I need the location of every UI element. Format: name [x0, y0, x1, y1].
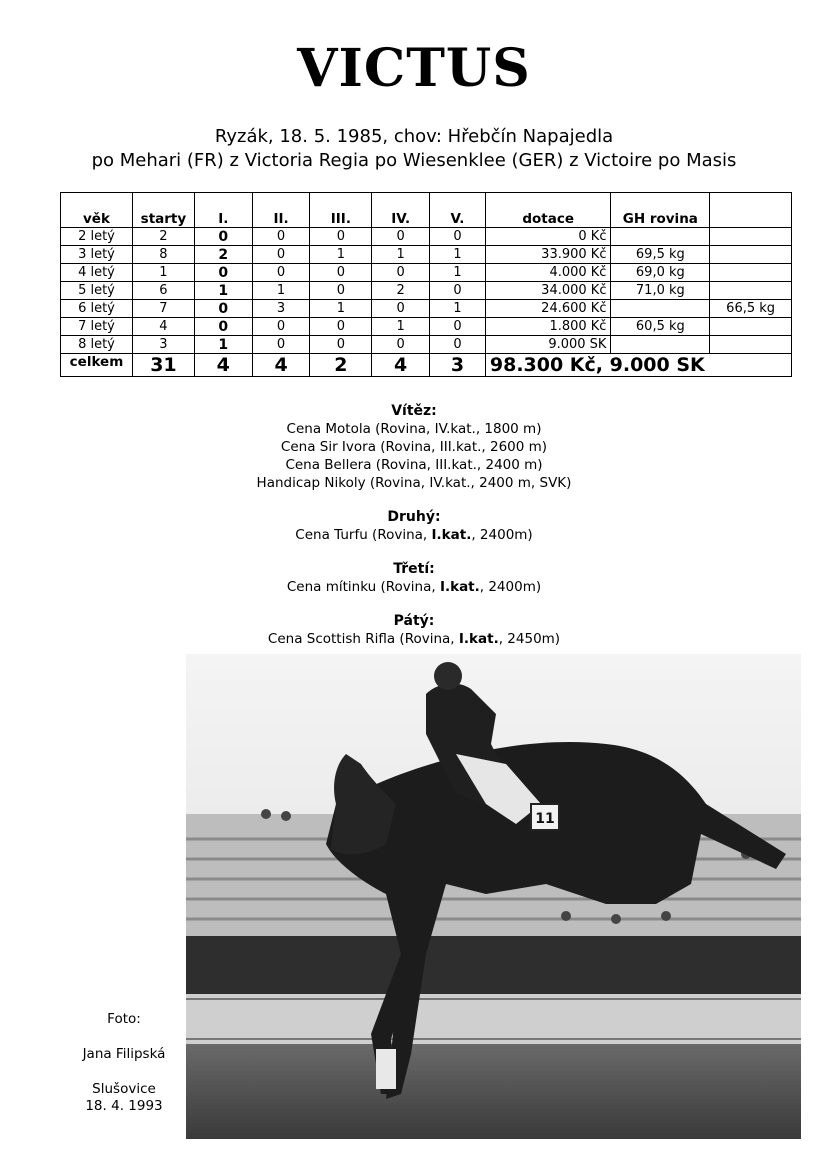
- second-heading: Druhý:: [387, 509, 441, 525]
- table-cell: 69,0 kg: [611, 264, 710, 282]
- total-third: 2: [310, 354, 372, 377]
- table-cell: [710, 282, 792, 300]
- table-cell: [611, 300, 710, 318]
- table-cell: 2: [372, 282, 430, 300]
- header-first: I.: [194, 193, 252, 228]
- table-cell: 0: [372, 228, 430, 246]
- total-starts: 31: [132, 354, 194, 377]
- table-cell: 1: [310, 246, 372, 264]
- header-second: II.: [252, 193, 310, 228]
- table-cell: [611, 336, 710, 354]
- header-starts: starty: [132, 193, 194, 228]
- third-heading: Třetí:: [393, 561, 435, 577]
- header-prize-money: dotace: [485, 193, 611, 228]
- table-row: [61, 246, 792, 264]
- table-cell: 1: [194, 282, 252, 300]
- table-cell: 5 letý: [61, 282, 133, 300]
- table-cell: [710, 228, 792, 246]
- table-cell: 6: [132, 282, 194, 300]
- steeplechase-photo: [186, 654, 801, 1139]
- table-cell: 0: [194, 318, 252, 336]
- winner-race-2: Cena Sir Ivora (Rovina, III.kat., 2600 m): [280, 439, 548, 455]
- table-cell: 0: [310, 318, 372, 336]
- table-row: [61, 336, 792, 354]
- winner-race-1: Cena Motola (Rovina, IV.kat., 1800 m): [286, 421, 542, 437]
- header-third: III.: [310, 193, 372, 228]
- table-cell: 2 letý: [61, 228, 133, 246]
- table-cell: 2: [132, 228, 194, 246]
- pedigree-line: po Mehari (FR) z Victoria Regia po Wiesenklee (GER) z Victoire po Masis: [91, 150, 737, 171]
- table-cell: 0: [430, 318, 486, 336]
- table-cell: 0: [310, 282, 372, 300]
- winner-race-4: Handicap Nikoly (Rovina, IV.kat., 2400 m, SVK): [256, 475, 572, 491]
- header-age: věk: [61, 193, 133, 228]
- table-cell: 6 letý: [61, 300, 133, 318]
- table-cell: 0: [194, 300, 252, 318]
- table-row: [61, 300, 792, 318]
- header-fifth: V.: [430, 193, 486, 228]
- table-cell: 1: [430, 246, 486, 264]
- total-prize-money: 98.300 Kč, 9.000 SK: [485, 354, 791, 377]
- table-cell: [710, 336, 792, 354]
- fifth-heading: Pátý:: [393, 613, 435, 629]
- table-cell: 69,5 kg: [611, 246, 710, 264]
- table-cell: 1: [252, 282, 310, 300]
- table-cell: 1: [430, 264, 486, 282]
- photo-credit-label: Foto:: [107, 1011, 141, 1027]
- header-gh-rovina: GH rovina: [611, 193, 710, 228]
- table-cell: 0: [252, 246, 310, 264]
- table-cell: 1: [372, 318, 430, 336]
- table-cell: 4: [132, 318, 194, 336]
- white-sock: [376, 1049, 396, 1089]
- table-cell: 3: [252, 300, 310, 318]
- header-fourth: IV.: [372, 193, 430, 228]
- table-cell: [710, 318, 792, 336]
- table-cell: 0: [194, 264, 252, 282]
- table-cell: 3: [132, 336, 194, 354]
- career-stats-table: [60, 192, 792, 377]
- table-cell: [710, 246, 792, 264]
- table-cell: 9.000 SK: [485, 336, 611, 354]
- table-cell: 0: [252, 228, 310, 246]
- table-cell: 66,5 kg: [710, 300, 792, 318]
- table-row: [61, 264, 792, 282]
- table-cell: 0 Kč: [485, 228, 611, 246]
- horse-name-title: VICTUS: [297, 38, 531, 99]
- table-cell: 24.600 Kč: [485, 300, 611, 318]
- table-cell: 0: [310, 228, 372, 246]
- table-row: [61, 228, 792, 246]
- table-cell: 0: [310, 336, 372, 354]
- table-cell: 1.800 Kč: [485, 318, 611, 336]
- table-cell: 0: [252, 336, 310, 354]
- table-cell: 1: [194, 336, 252, 354]
- table-cell: 0: [430, 228, 486, 246]
- table-cell: 3 letý: [61, 246, 133, 264]
- saddle-number: 11: [535, 811, 555, 827]
- winner-heading: Vítěz:: [391, 403, 437, 419]
- table-cell: 0: [430, 282, 486, 300]
- table-cell: [710, 264, 792, 282]
- table-cell: [611, 228, 710, 246]
- winner-race-3: Cena Bellera (Rovina, III.kat., 2400 m): [285, 457, 543, 473]
- table-cell: 7 letý: [61, 318, 133, 336]
- table-cell: 60,5 kg: [611, 318, 710, 336]
- third-race: Cena mítinku (Rovina, I.kat., 2400m): [286, 579, 542, 595]
- header-extra: [710, 193, 792, 228]
- table-cell: 0: [194, 228, 252, 246]
- table-cell: 34.000 Kč: [485, 282, 611, 300]
- total-fourth: 4: [372, 354, 430, 377]
- table-cell: 0: [372, 336, 430, 354]
- total-fifth: 3: [430, 354, 486, 377]
- hedge-fence: [186, 936, 801, 996]
- table-cell: 1: [430, 300, 486, 318]
- race-results: [0, 402, 828, 648]
- fifth-race: Cena Scottish Rifla (Rovina, I.kat., 2450m): [267, 631, 561, 647]
- total-first: 4: [194, 354, 252, 377]
- table-cell: 8 letý: [61, 336, 133, 354]
- table-cell: 0: [252, 318, 310, 336]
- table-cell: 2: [194, 246, 252, 264]
- table-cell: 71,0 kg: [611, 282, 710, 300]
- table-cell: 0: [430, 336, 486, 354]
- table-cell: 7: [132, 300, 194, 318]
- total-row: [61, 354, 792, 377]
- table-row: [61, 282, 792, 300]
- ground: [186, 1044, 801, 1139]
- table-header-row: [61, 193, 792, 228]
- photo-credit-place: Slušovice: [92, 1081, 156, 1097]
- second-race: Cena Turfu (Rovina, I.kat., 2400m): [295, 527, 533, 543]
- table-cell: 1: [372, 246, 430, 264]
- table-cell: 4.000 Kč: [485, 264, 611, 282]
- table-row: [61, 318, 792, 336]
- jockey-helmet: [434, 662, 462, 690]
- table-cell: 0: [252, 264, 310, 282]
- photo-credit-date: 18. 4. 1993: [85, 1098, 163, 1114]
- table-cell: 8: [132, 246, 194, 264]
- horse-origin-line: Ryzák, 18. 5. 1985, chov: Hřebčín Napajedla: [214, 126, 614, 147]
- photo-credit-author: Jana Filipská: [82, 1046, 166, 1062]
- table-cell: 33.900 Kč: [485, 246, 611, 264]
- table-cell: 4 letý: [61, 264, 133, 282]
- total-label: celkem: [61, 354, 133, 377]
- table-cell: 0: [372, 300, 430, 318]
- table-cell: 0: [310, 264, 372, 282]
- fence-base: [186, 994, 801, 1044]
- total-second: 4: [252, 354, 310, 377]
- table-cell: 0: [372, 264, 430, 282]
- table-cell: 1: [132, 264, 194, 282]
- table-cell: 1: [310, 300, 372, 318]
